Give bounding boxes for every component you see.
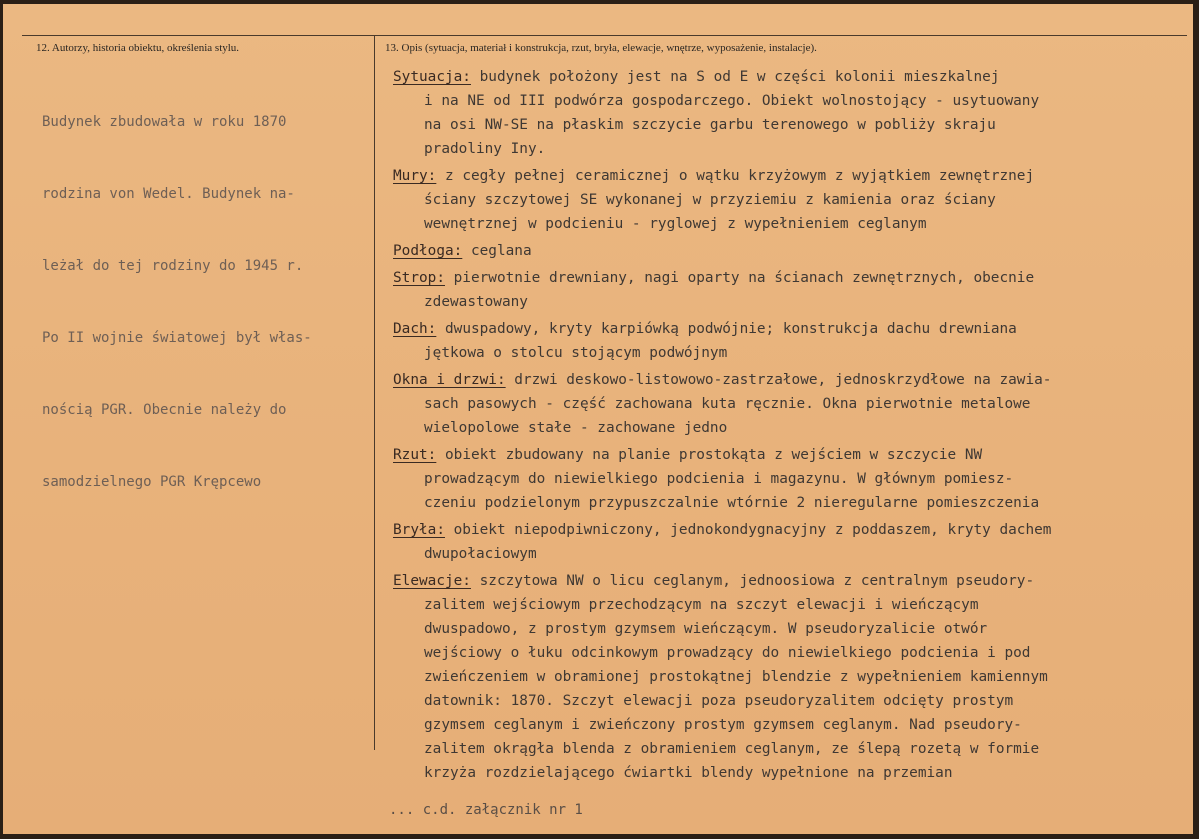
section-continuation-line: zalitem okrągła blenda z obramieniem ceglanym, ze ślepą rozetą w formie xyxy=(424,741,1040,757)
section-label: Strop: xyxy=(393,270,445,286)
section-first-line xyxy=(393,443,1183,467)
section-continuation-line: sach pasowych - część zachowana kuta ręcznie. Okna pierwotnie metalowe xyxy=(424,396,1031,412)
section-continuation-line: wejściowy o łuku odcinkowym prowadzący do niewielkiego podcienia i pod xyxy=(424,645,1031,661)
section-continuation-line: prowadzącym do niewielkiego podcienia i magazynu. W głównym pomiesz- xyxy=(424,471,1014,487)
section-text: szczytowa NW o licu ceglanym, jednoosiowa z centralnym pseudory- xyxy=(470,573,1035,589)
scan-border-top xyxy=(0,0,1199,4)
section-okna xyxy=(393,368,1183,440)
section-first-line xyxy=(393,518,1183,542)
history-line: leżał do tej rodziny do 1945 r. xyxy=(42,258,304,274)
section-continuation-line: pradoliny Iny. xyxy=(424,141,546,157)
history-line: Po II wojnie światowej był włas- xyxy=(42,330,312,346)
section-strop xyxy=(393,266,1183,314)
section-continuation-line: ściany szczytowej SE wykonanej w przyziemiu z kamienia oraz ściany xyxy=(424,192,996,208)
field-12-heading: 12. Autorzy, historia obiektu, określenia stylu. xyxy=(36,42,240,54)
section-continuation-line: na osi NW-SE na płaskim szczycie garbu terenowego w pobliży skraju xyxy=(424,117,996,133)
continuation-note: ... c.d. załącznik nr 1 xyxy=(389,802,583,818)
history-text-block xyxy=(42,62,312,542)
section-label: Rzut: xyxy=(393,447,437,463)
section-continuation-line: datownik: 1870. Szczyt elewacji poza pseudoryzalitem odcięty prostym xyxy=(424,693,1014,709)
section-continuation-line: dwupołaciowym xyxy=(424,546,537,562)
field-13-heading: 13. Opis (sytuacja, materiał i konstrukcja, rzut, bryła, elewacje, wnętrze, wyposażenie, instalacje). xyxy=(385,42,817,54)
section-text: obiekt zbudowany na planie prostokąta z wejściem w szczycie NW xyxy=(436,447,983,463)
section-continuation-line: gzymsem ceglanym i zwieńczony prostym gzymsem ceglanym. Nad pseudory- xyxy=(424,717,1022,733)
history-line: samodzielnego PGR Krępcewo xyxy=(42,474,262,490)
section-continuation-line: wewnętrznej w podcieniu - ryglowej z wypełnieniem ceglanym xyxy=(424,216,927,232)
section-first-line xyxy=(393,569,1183,593)
section-text: drzwi deskowo-listowowo-zastrzałowe, jednoskrzydłowe na zawia- xyxy=(505,372,1052,388)
form-header-rule xyxy=(22,35,1187,36)
section-sytuacja xyxy=(393,65,1183,161)
section-text: ceglana xyxy=(462,243,532,259)
form-column-divider xyxy=(374,35,375,750)
section-mury xyxy=(393,164,1183,236)
scan-border-left xyxy=(0,0,3,839)
section-text: obiekt niepodpiwniczony, jednokondygnacyjny z poddaszem, kryty dachem xyxy=(444,522,1052,538)
scan-border-bottom xyxy=(0,834,1199,839)
section-continuation-line: dwuspadowo, z prostym gzymsem wieńczącym. W pseudoryzalicie otwór xyxy=(424,621,988,637)
section-continuation-line: zdewastowany xyxy=(424,294,528,310)
section-elewacje xyxy=(393,569,1183,785)
section-continuation-line: czeniu podzielonym przypuszczalnie wtórnie 2 nieregularne pomieszczenia xyxy=(424,495,1040,511)
section-continuation-line: krzyża rozdzielającego ćwiartki blendy wypełnione na przemian xyxy=(424,765,953,781)
section-continuation-line: zalitem wejściowym przechodzącym na szczyt elewacji i wieńczącym xyxy=(424,597,979,613)
section-label: Bryła: xyxy=(393,522,445,538)
section-label: Okna i drzwi: xyxy=(393,372,506,388)
section-label: Sytuacja: xyxy=(393,69,471,85)
section-continuation-line: wielopolowe stałe - zachowane jedno xyxy=(424,420,728,436)
section-first-line xyxy=(393,239,1183,263)
section-text: budynek położony jest na S od E w części kolonii mieszkalnej xyxy=(470,69,1000,85)
history-line: nością PGR. Obecnie należy do xyxy=(42,402,287,418)
section-first-line xyxy=(393,164,1183,188)
section-first-line xyxy=(393,317,1183,341)
section-continuation-line: jętkowa o stolcu stojącym podwójnym xyxy=(424,345,728,361)
section-podloga xyxy=(393,239,1183,263)
section-bryla xyxy=(393,518,1183,566)
section-continuation-line: zwieńczeniem w obramionej prostokątnej blendzie z wypełnieniem kamiennym xyxy=(424,669,1048,685)
section-label: Podłoga: xyxy=(393,243,463,259)
section-first-line xyxy=(393,368,1183,392)
section-first-line xyxy=(393,65,1183,89)
section-text: pierwotnie drewniany, nagi oparty na ścianach zewnętrznych, obecnie xyxy=(444,270,1035,286)
history-line: Budynek zbudowała w roku 1870 xyxy=(42,114,287,130)
description-text-block xyxy=(393,65,1183,788)
section-dach xyxy=(393,317,1183,365)
section-text: dwuspadowy, kryty karpiówką podwójnie; konstrukcja dachu drewniana xyxy=(436,321,1017,337)
section-label: Elewacje: xyxy=(393,573,471,589)
scan-border-right xyxy=(1193,0,1199,839)
history-line: rodzina von Wedel. Budynek na- xyxy=(42,186,295,202)
section-text: z cegły pełnej ceramicznej o wątku krzyżowym z wyjątkiem zewnętrznej xyxy=(436,168,1035,184)
section-rzut xyxy=(393,443,1183,515)
section-continuation-line: i na NE od III podwórza gospodarczego. Obiekt wolnostojący - usytuowany xyxy=(424,93,1040,109)
section-label: Dach: xyxy=(393,321,437,337)
section-label: Mury: xyxy=(393,168,437,184)
section-first-line xyxy=(393,266,1183,290)
